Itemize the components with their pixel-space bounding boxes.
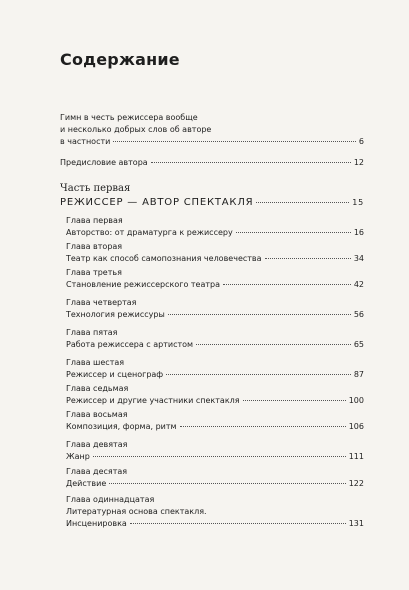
page-number: 106: [348, 422, 364, 431]
toc-entry-preface[interactable]: [60, 157, 364, 169]
entry-line-last: Авторство: от драматурга к режиссеру 16: [66, 228, 364, 237]
toc-chapter-11[interactable]: [60, 494, 364, 530]
toc-chapter-2[interactable]: [60, 241, 364, 265]
toc-heading: Содержание: [60, 50, 180, 69]
entry-line-last: Предисловие автора 12: [60, 158, 364, 167]
entry-line: Литературная основа спектакля.: [66, 507, 207, 516]
leader-dots: [151, 162, 351, 163]
leader-dots: [223, 284, 351, 285]
entry-line-last: Технология режиссуры 56: [66, 310, 364, 319]
leader-dots: [180, 426, 346, 427]
leader-dots: [236, 232, 351, 233]
leader-dots: [130, 523, 346, 524]
entry-line-last: Действие 122: [66, 479, 364, 488]
page-number: 42: [353, 280, 364, 289]
toc-chapter-8[interactable]: [60, 409, 364, 433]
toc-chapter-3[interactable]: [60, 267, 364, 291]
chapter-label: Глава пятая: [66, 328, 118, 337]
entry-line: и несколько добрых слов об авторе: [60, 125, 212, 134]
leader-dots: [196, 344, 351, 345]
entry-line-last: Работа режиссера с артистом 65: [66, 340, 364, 349]
page-number: 122: [348, 479, 364, 488]
chapter-label: Глава одиннадцатая: [66, 495, 155, 504]
chapter-label: Глава первая: [66, 216, 123, 225]
leader-dots: [113, 141, 356, 142]
toc-part-one[interactable]: [60, 182, 364, 210]
entry-line-last: Режиссер и другие участники спектакля 100: [66, 396, 364, 405]
leader-dots: [243, 400, 346, 401]
page-number: 131: [348, 519, 364, 528]
toc-chapter-10[interactable]: [60, 466, 364, 490]
page-number: 6: [358, 137, 364, 146]
chapter-label: Глава девятая: [66, 440, 128, 449]
page-number: 56: [353, 310, 364, 319]
part-title: РЕЖИССЕР — АВТОР СПЕКТАКЛЯ: [60, 197, 254, 208]
chapter-label: Глава десятая: [66, 467, 128, 476]
leader-dots: [265, 258, 351, 259]
page-number: 65: [353, 340, 364, 349]
chapter-label: Глава вторая: [66, 242, 123, 251]
entry-line-last: Композиция, форма, ритм 106: [66, 422, 364, 431]
entry-line-last: Инсценировка 131: [66, 519, 364, 528]
part-title-line: [60, 196, 364, 210]
leader-dots: [166, 374, 351, 375]
entry-line-last: Становление режиссерского театра 42: [66, 280, 364, 289]
part-label: Часть первая: [60, 183, 131, 194]
toc-chapter-9[interactable]: [60, 439, 364, 463]
page-number: 12: [353, 158, 364, 167]
page-number: 34: [353, 254, 364, 263]
page-number: 111: [348, 452, 364, 461]
entry-line-last: Театр как способ самопознания человечества 34: [66, 254, 364, 263]
chapter-label: Глава седьмая: [66, 384, 129, 393]
leader-dots: [109, 483, 345, 484]
toc-entry-hymn[interactable]: [60, 112, 364, 148]
chapter-label: Глава шестая: [66, 358, 125, 367]
toc-chapter-5[interactable]: [60, 327, 364, 351]
entry-line-last: в частности 6: [60, 137, 364, 146]
page-number: 100: [348, 396, 364, 405]
page-number: 16: [353, 228, 364, 237]
chapter-label: Глава третья: [66, 268, 122, 277]
leader-dots: [256, 202, 349, 203]
entry-line-last: Режиссер и сценограф 87: [66, 370, 364, 379]
entry-line-last: Жанр 111: [66, 452, 364, 461]
toc-chapter-4[interactable]: [60, 297, 364, 321]
chapter-label: Глава четвертая: [66, 298, 137, 307]
entry-line: Гимн в честь режиссера вообще: [60, 113, 198, 122]
toc-chapter-1[interactable]: [60, 215, 364, 239]
leader-dots: [168, 314, 351, 315]
toc-chapter-6[interactable]: [60, 357, 364, 381]
toc-chapter-7[interactable]: [60, 383, 364, 407]
page-number: 87: [353, 370, 364, 379]
chapter-label: Глава восьмая: [66, 410, 128, 419]
page-number: 15: [352, 198, 364, 207]
leader-dots: [93, 456, 346, 457]
